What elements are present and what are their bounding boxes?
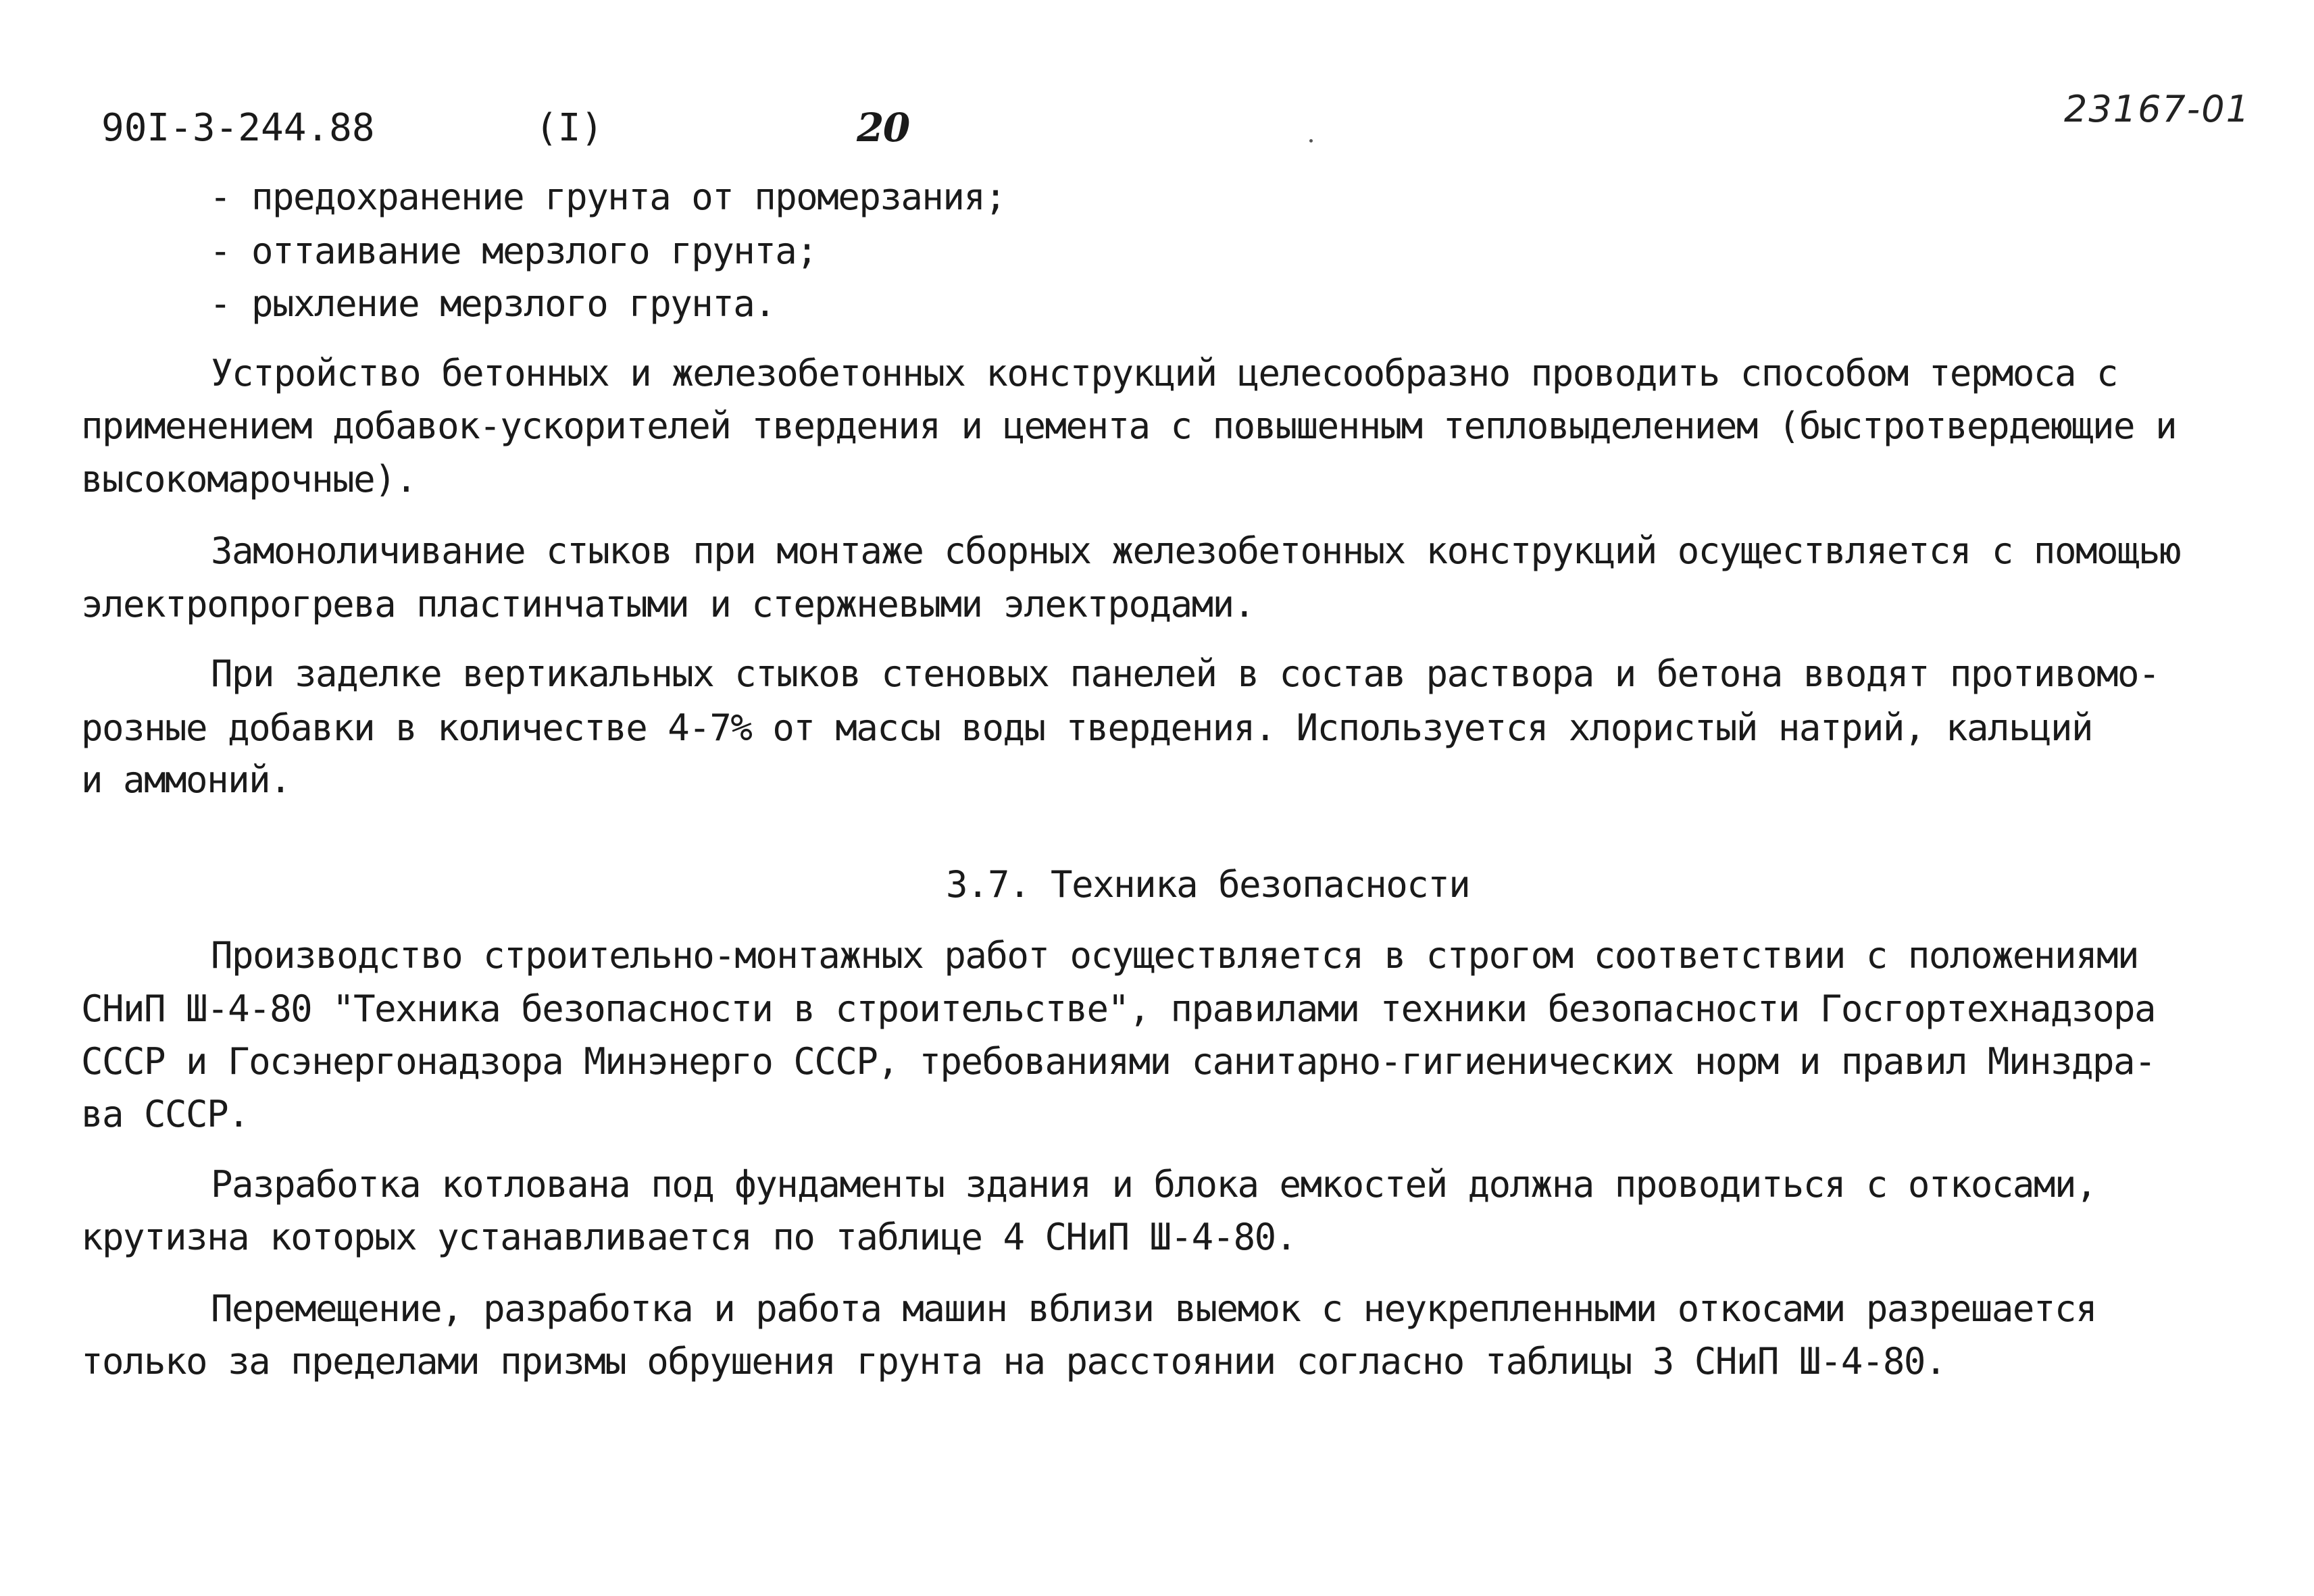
paragraph-line: СССР и Госэнергонадзора Минэнерго СССР, требованиями санитарно-гигиенических норм и правил Минздра- bbox=[81, 1040, 2156, 1083]
paragraph-line: При заделке вертикальных стыков стеновых панелей в состав раствора и бетона вводят противомо- bbox=[211, 652, 2159, 695]
paragraph-line: только за пределами призмы обрушения грунта на расстоянии согласно таблицы 3 СНиП Ш-4-80. bbox=[81, 1340, 1946, 1383]
album-number: (I) bbox=[535, 106, 604, 150]
paragraph-line: Замоноличивание стыков при монтаже сборных железобетонных конструкций осуществляется с помощью bbox=[211, 530, 2181, 572]
paragraph-line: Разработка котлована под фундаменты здания и блока емкостей должна проводиться с откосами, bbox=[211, 1163, 2096, 1206]
paragraph-line: Перемещение, разработка и работа машин вблизи выемок с неукрепленными откосами разрешается bbox=[211, 1287, 2096, 1330]
section-title: 3.7. Техника безопасности bbox=[946, 863, 1470, 906]
list-item: - рыхление мерзлого грунта. bbox=[209, 282, 776, 325]
scan-speck bbox=[1309, 139, 1313, 143]
paragraph-line: крутизна которых устанавливается по таблице 4 СНиП Ш-4-80. bbox=[81, 1216, 1297, 1258]
document-code: 90I-3-244.88 bbox=[101, 106, 375, 150]
paragraph-line: электропрогрева пластинчатыми и стержневыми электродами. bbox=[81, 583, 1255, 625]
paragraph-line: Устройство бетонных и железобетонных конструкций целесообразно проводить способом термоса с bbox=[211, 352, 2117, 394]
list-item: - оттаивание мерзлого грунта; bbox=[209, 230, 818, 272]
paragraph-line: высокомарочные). bbox=[81, 458, 417, 500]
paragraph-line: СНиП Ш-4-80 "Техника безопасности в строительстве", правилами техники безопасности Госгортехнадзора bbox=[81, 987, 2156, 1030]
archive-number: 23167-01 bbox=[2064, 88, 2250, 130]
paragraph-line: и аммоний. bbox=[81, 758, 291, 801]
paragraph-line: применением добавок-ускорителей твердения и цемента с повышенным тепловыделением (быстротвердеющие и bbox=[81, 405, 2177, 447]
page-number: 20 bbox=[857, 105, 909, 151]
list-item: - предохранение грунта от промерзания; bbox=[209, 176, 1006, 218]
paragraph-line: ва СССР. bbox=[81, 1093, 249, 1135]
paragraph-line: розные добавки в количестве 4-7% от массы воды твердения. Используется хлористый натрий, кальций bbox=[81, 706, 2093, 749]
paragraph-line: Производство строительно-монтажных работ осуществляется в строгом соответствии с положениями bbox=[211, 934, 2138, 977]
